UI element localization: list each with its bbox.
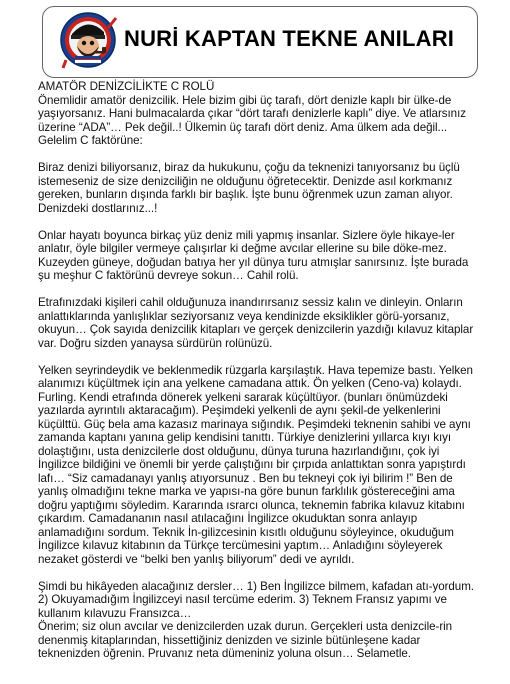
paragraph: Biraz denizi biliyorsanız, biraz da hukukunu, çoğu da teknenizi tanıyorsanız bu üçlü istemeseniz de size denizciliğin ne olduğunu öğretecektir. Denizde asıl korkmanız gereken, bunların dışında farklı bir başlık. İşte bunu öğrenmek uzun zaman alıyor. Denizdeki dostlarınız...! <box>38 161 460 215</box>
page-title: NURİ KAPTAN TEKNE ANILARI <box>124 26 455 51</box>
captain-logo-icon <box>60 10 120 72</box>
paragraph: Onlar hayatı boyunca birkaç yüz deniz mili yapmış insanlar. Sizlere öyle hikaye-ler anlatır, öyle bilgiler vermeye çalışırlar ki değme avcılar ellerine su bile döke-mez. Kuzeyden güneye, doğudan batıya her yıl dünya turu atmışlar sanırsınız. İşte burada şu meşhur C faktörünü devreye sokun… Cahil rolü. <box>38 228 469 282</box>
paragraph: Yelken seyrindeydik ve beklenmedik rüzgarla karşılaştık. Hava tepemize bastı. Yelken alanımızı küçültmek için ana yelkene camadana attık. Ön yelken (Ceno-va) kolaydı. Furling. Kendi etrafında dönerek yelkeni sararak küçültüyor. (bunları önümüzdeki yazılarda ayrıntılı aktaracağım). Peşimdeki yelkenli de aynı şekil-de yelkenlerini küçülttü. Güç bela ama kazasız marinaya sığındık. Peşimdeki teknenin sahibi ve aynı zamanda kaptanı yanına gelip kendisini tanıttı. Türkiye denizlerini yıllarca kıyı kıyı dolaştığını, usta denizcilerle dost olduğunu, dünya turuna hazırlandığını, çok iyi İngilizce bildiğini ve önemli bir yerde çalıştığını bir çırpıda anlattıktan sonra yapıştırdı lafı… “Siz camadanayı yanlış atıyorsunuz . Ben bu tekneyi çok iyi bilirim !” Ben de yanlış olmadığını tekne marka ve yapısı-na göre bunun farklılık göstereceğini ama doğru yaptığımı söyledim. Kararında ısrarcı olunca, teknemin fabrika kılavuz kitabını çıkardım. Camadananın nasıl atılacağını İngilizce okuduktan sonra anlayıp anlamadığını sordum. Teknik İn-gilizcesinin kısıtlı olduğunu söyleyince, okuduğum İngilizce kılavuz kitabının da Türkçe tercümesini yaptım… Anladığını söyleyerek nezaket gösterdi ve “belki ben yanlış biliyorum” dedi ve ayrıldı. <box>38 363 473 566</box>
paragraph: Şimdi bu hikâyeden alacağınız dersler… 1) Ben İngilizce bilmem, kafadan atı-yordum. 2) Okuyamadığım İngilizceyi nasıl tercüme ederim. 3) Teknem Fransız yapımı ve kullanım kılavuzu Fransızca… Önerim; siz olun avcılar ve denizcilerden uzak durun. Gerçekleri usta denizcile-rin denenmiş kitaplarından, hissettiğiniz denizden ve sizinle bütünleşene kadar teknenizden öğrenin. Pruvanız neta dümeniniz yoluna olsun… Selametle. <box>38 579 474 660</box>
article-body <box>38 80 482 674</box>
paragraph: Etrafınızdaki kişileri cahil olduğunuza inandırırsanız sessiz kalın ve dinleyin. Onların anlattıklarında yanlışlıklar seziyorsanız veya kendinizde eksiklikler görü-yorsanız, okuyun… Çok sayıda denizcilik kitapları ve gerçek denizcilerin yazdığı kılavuz kitaplar var. Doğru sizden yanaysa sürdürün rolünüzü. <box>38 296 474 350</box>
paragraph: Önemlidir amatör denizcilik. Hele bizim gibi üç tarafı, dört denizle kaplı bir ülke-de yaşıyorsanız. Hani bulmacalarda çıkar “dört tarafı denizlerle kaplı” diye. Ve atlarsınız üzerine “ADA”… Pek değil..! Ülkemin üç tarafı dört deniz. Ama ülkem ada değil... Gelelim C faktörüne: <box>38 93 466 147</box>
section-title: AMATÖR DENİZCİLİKTE C ROLÜ <box>38 80 215 93</box>
